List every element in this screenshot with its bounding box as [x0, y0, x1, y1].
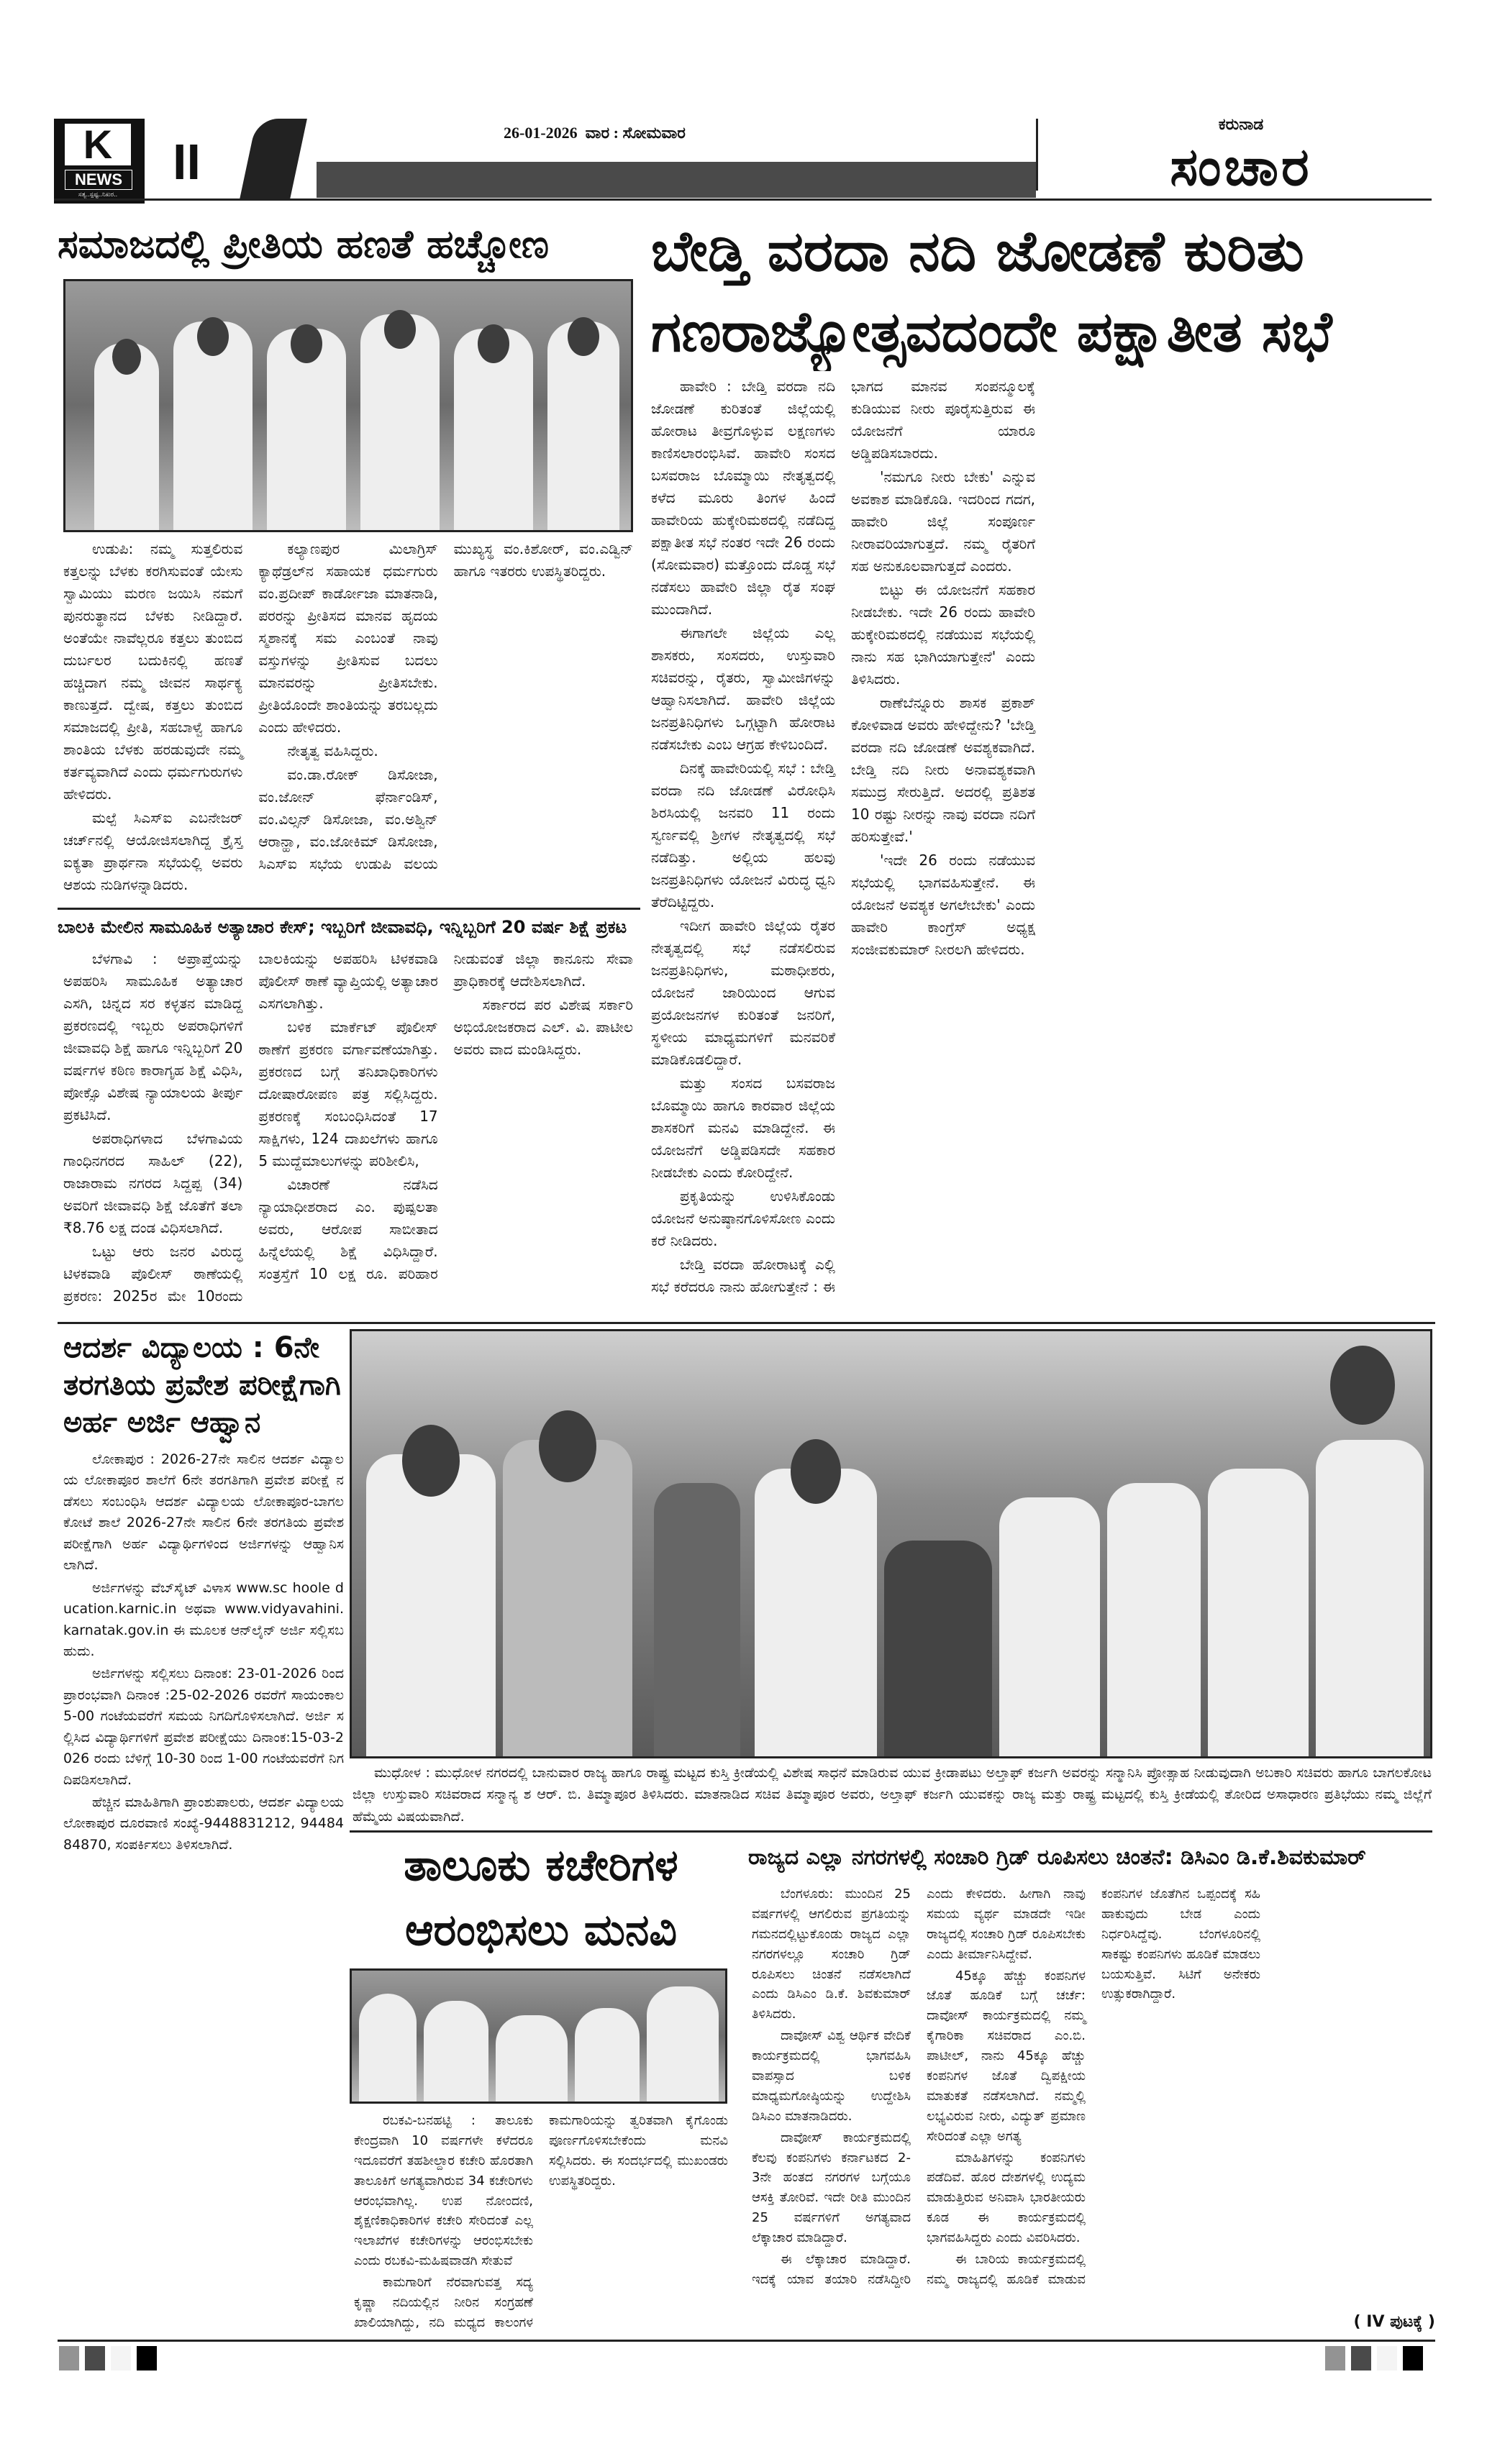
logo-letter: K — [65, 124, 131, 165]
headline-bedti-line1: ಬೇಡ್ತಿ ವರದಾ ನದಿ ಜೋಡಣೆ ಕುರಿತು — [651, 219, 1304, 284]
article-body-bedti — [651, 375, 1435, 1315]
k-news-logo — [54, 119, 145, 204]
paragraph: ವಂ.ಡಾ.ರೋಕ್ ಡಿಸೋಜಾ, ವಂ.ಜೋನ್ ಫೆರ್ನಾಂಡಿಸ್, ವಂ.ವಿಲ್ಸನ್ ಡಿಸೋಜಾ, ವಂ.ಅಶ್ವಿನ್ ಆರಾನ್ಹಾ, ವಂ.ಜೋಕಿಮ್ ಡಿಸೋಜಾ, ಸಿಎಸ್‌ಐ ಸಭೆಯ ಉಡುಪಿ ವಲಯ ಮುಖ್ಯಸ್ಥ ವಂ.ಕಿಶೋರ್, ವಂ.ಎಡ್ವಿನ್ ಹಾಗೂ ಇತರರು ಉಪಸ್ಥಿತರಿದ್ದರು. — [258, 540, 633, 872]
paragraph: ರಾಣೆಬೆನ್ನೂರು ಶಾಸಕ ಪ್ರಕಾಶ್ ಕೋಳಿವಾಡ ಅವರು ಹೇಳಿದ್ದೇನು? 'ಬೇಡ್ತಿ ವರದಾ ನದಿ ಜೋಡಣೆ ಅವಶ್ಯಕವಾಗಿದೆ. ಬೇಡ್ತಿ ನದಿ ನೀರು ಅನಾವಶ್ಯಕವಾಗಿ ಸಮುದ್ರ ಸೇರುತ್ತಿದೆ. ಅದರಲ್ಲಿ ಪ್ರತಿಶತ 10 ರಷ್ಟು ನೀರನ್ನು ನಾವು ವರದಾ ನದಿಗೆ ಹರಿಸುತ್ತೇವೆ.' — [851, 694, 1035, 845]
paragraph: ದಾವೋಸ್ ಕಾರ್ಯಕ್ರಮದಲ್ಲಿ ಕೆಲವು ಕಂಪನಿಗಳು ಕರ್ನಾಟಕದ 2-3ನೇ ಹಂತದ ನಗರಗಳ ಬಗ್ಗೆಯೂ ಆಸಕ್ತಿ ತೋರಿವೆ. ಇದೇ ರೀತಿ ಮುಂದಿನ 25 ವರ್ಷಗಳಿಗೆ ಅಗತ್ಯವಾದ ಲೆಕ್ಕಾಚಾರ ಮಾಡಿದ್ದಾರೆ. — [752, 2130, 911, 2246]
logo-word: NEWS — [65, 170, 132, 190]
paragraph: ನೇತೃತ್ವ ವಹಿಸಿದ್ದರು. — [287, 742, 378, 759]
paragraph: ರಬಕವಿ-ಬನಹಟ್ಟಿ : ತಾಲೂಕು ಕೇಂದ್ರವಾಗಿ 10 ವರ್ಷಗಳೇ ಕಳೆದರೂ ಇದೂವರೆಗೆ ತಹಶೀಲ್ದಾರ ಕಚೇರಿ ಹೊರತಾಗಿ ತಾಲೂಕಿಗೆ ಅಗತ್ಯವಾಗಿರುವ 34 ಕಚೇರಿಗಳು ಆರಂಭವಾಗಿಲ್ಲ. ಉಪ ನೋಂದಣಿ, ಶೈಕ್ಷಣಿಕಾಧಿಕಾರಿಗಳ ಕಚೇರಿ ಸೇರಿದಂತೆ ಎಲ್ಲ ಇಲಾಖೆಗಳ ಕಚೇರಿಗಳನ್ನು ಆರಂಭಿಸಬೇಕು ಎಂದು ರಬಕವಿ-ಮಹಿಷವಾಡಗಿ ಸೇತುವೆ — [354, 2113, 533, 2269]
paragraph: ವಿಚಾರಣೆ ನಡೆಸಿದ ನ್ಯಾಯಾಧೀಶರಾದ ಎಂ. ಪುಷ್ಪಲತಾ ಅವರು, ಆರೋಪ ಸಾಬೀತಾದ ಹಿನ್ನೆಲೆಯಲ್ಲಿ ಶಿಕ್ಷೆ ವಿಧಿಸಿದ್ದಾರೆ. ಸಂತ್ರಸ್ತೆಗೆ 10 ಲಕ್ಷ ರೂ. ಪರಿಹಾರ ನೀಡುವಂತೆ ಜಿಲ್ಲಾ ಕಾನೂನು ಸೇವಾ ಪ್ರಾಧಿಕಾರಕ್ಕೆ ಆದೇಶಿಸಲಾಗಿದೆ. — [258, 950, 633, 1282]
divider — [350, 1830, 1432, 1833]
paragraph: 'ನಮಗೂ ನೀರು ಬೇಕು' ಎನ್ನುವ ಅವಕಾಶ ಮಾಡಿಕೊಡಿ. ಇದರಿಂದ ಗದಗ, ಹಾವೇರಿ ಜಿಲ್ಲೆ ಸಂಪೂರ್ಣ ನೀರಾವರಿಯಾಗುತ್ತದೆ. ನಮ್ಮ ರೈತರಿಗೆ ಸಹ ಅನುಕೂಲವಾಗುತ್ತದೆ ಎಂದರು. — [851, 468, 1035, 575]
paragraph: ಲೋಕಾಪುರ : 2026-27ನೇ ಸಾಲಿನ ಆದರ್ಶ ವಿದ್ಯಾಲಯ ಲೋಕಾಪೂರ ಶಾಲೆಗೆ 6ನೇ ತರಗತಿಗಾಗಿ ಪ್ರವೇಶ ಪರೀಕ್ಷೆ ನಡೆಸಲು ಸಂಬಂಧಿಸಿ ಆದರ್ಶ ವಿದ್ಯಾಲಯ ಲೋಕಾಪೂರ-ಬಾಗಲಕೋಟೆ ಶಾಲೆ 2026-27ನೇ ಸಾಲಿನ 6ನೇ ತರಗತಿಯ ಪ್ರವೇಶ ಪರೀಕ್ಷೆಗಾಗಿ ಅರ್ಹ ವಿದ್ಯಾರ್ಥಿಗಳಿಂದ ಅರ್ಜಿಗಳನ್ನು ಆಹ್ವಾನಿಸಲಾಗಿದೆ. — [63, 1451, 344, 1574]
headline-adarsha: ಆದರ್ಶ ವಿದ್ಯಾಲಯ : 6ನೇ ತರಗತಿಯ ಪ್ರವೇಶ ಪರೀಕ್ಷೆಗಾಗಿ ಅರ್ಹ ಅರ್ಜಿ ಆಹ್ವಾನ — [63, 1331, 341, 1439]
photo-wrestler-felicitation — [350, 1329, 1432, 1758]
masthead-title: ಸಂಚಾರ — [1170, 138, 1312, 197]
article-body-grid — [752, 1884, 1435, 2305]
paragraph: ಈಗಾಗಲೇ ಜಿಲ್ಲೆಯ ಎಲ್ಲ ಶಾಸಕರು, ಸಂಸದರು, ಉಸ್ತುವಾರಿ ಸಚಿವರನ್ನು, ರೈತರು, ಸ್ವಾಮೀಜಿಗಳನ್ನು ಆಹ್ವಾನಿಸಲಾಗಿದೆ. ಹಾವೇರಿ ಜಿಲ್ಲೆಯ ಜನಪ್ರತಿನಿಧಿಗಳು ಒಗ್ಗಟ್ಟಾಗಿ ಹೋರಾಟ ನಡೆಸಬೇಕು ಎಂಬ ಆಗ್ರಹ ಕೇಳಿಬಂದಿದೆ. — [651, 624, 835, 753]
headline-taluk-line1: ತಾಲೂಕು ಕಚೇರಿಗಳ — [404, 1840, 678, 1891]
paragraph: ಸರ್ಕಾರದ ಪರ ವಿಶೇಷ ಸರ್ಕಾರಿ ಅಭಿಯೋಜಕರಾದ ಎಲ್. ವಿ. ಪಾಟೀಲ ಅವರು ವಾದ ಮಂಡಿಸಿದ್ದರು. — [453, 996, 633, 1058]
paragraph: ಅರ್ಜಿಗಳನ್ನು ಸಲ್ಲಿಸಲು ದಿನಾಂಕ: 23-01-2026 ರಿಂದ ಪ್ರಾರಂಭವಾಗಿ ದಿನಾಂಕ :25-02-2026 ರವರೆಗೆ ಸಾಯಂಕಾಲ 5-00 ಗಂಟೆಯವರೆಗೆ ಸಮಯ ನಿಗದಿಗೊಳಿಸಲಾಗಿದೆ. ಅರ್ಜಿ ಸಲ್ಲಿಸಿದ ವಿದ್ಯಾರ್ಥಿಗಳಿಗೆ ಪ್ರವೇಶ ಪರೀಕ್ಷೆಯು ದಿನಾಂಕ:15-03-2026 ರಂದು ಬೆಳಿಗ್ಗೆ 10-30 ರಿಂದ 1-00 ಗಂಟೆಯವರೆಗೆ ನಿಗದಿಪಡಿಸಲಾಗಿದೆ. — [63, 1666, 344, 1788]
paragraph: ಉಡುಪಿ: ನಮ್ಮ ಸುತ್ತಲಿರುವ ಕತ್ತಲನ್ನು ಬೆಳಕು ಕರಗಿಸುವಂತೆ ಯೇಸು ಸ್ವಾಮಿಯು ಮರಣ ಜಯಿಸಿ ನಮಗೆ ಪುನರುತ್ಥಾನದ ಬೆಳಕು ನೀಡಿದ್ದಾರೆ. ಅಂತೆಯೇ ನಾವೆಲ್ಲರೂ ಕತ್ತಲು ತುಂಬಿದ ದುರ್ಬಲರ ಬದುಕಿನಲ್ಲಿ ಹಣತೆ ಹಚ್ಚಿದಾಗ ನಮ್ಮ ಜೀವನ ಸಾರ್ಥಕ್ಯ ಕಾಣುತ್ತದೆ. ದ್ವೇಷ, ಕತ್ತಲು ತುಂಬಿದ ಸಮಾಜದಲ್ಲಿ ಪ್ರೀತಿ, ಸಹಬಾಳ್ವೆ ಹಾಗೂ ಶಾಂತಿಯ ಬೆಳಕು ಹರಡುವುದೇ ನಮ್ಮ ಕರ್ತವ್ಯವಾಗಿದೆ ಎಂದು ಧರ್ಮಗುರುಗಳು ಹೇಳಿದರು. — [63, 540, 243, 803]
paragraph: ದಿನಕ್ಕೆ ಹಾವೇರಿಯಲ್ಲಿ ಸಭೆ : ಬೇಡ್ತಿ ವರದಾ ನದಿ ಜೋಡಣೆ ವಿರೋಧಿಸಿ ಶಿರಸಿಯಲ್ಲಿ ಜನವರಿ 11 ರಂದು ಸ್ವರ್ಣವಲ್ಲಿ ಶ್ರೀಗಳ ನೇತೃತ್ವದಲ್ಲಿ ಸಭೆ ನಡೆದಿತ್ತು. ಅಲ್ಲಿಯ ಹಲವು ಜನಪ್ರತಿನಿಧಿಗಳು ಯೋಜನೆ ವಿರುದ್ಧ ಧ್ವನಿ ತೆರೆದಿಟ್ಟಿದ್ದರು. — [651, 759, 835, 911]
color-swatch — [137, 2346, 157, 2371]
photo-caption-mudhol: ಮುಧೋಳ : ಮುಧೋಳ ನಗರದಲ್ಲಿ ಬಾನುವಾರ ರಾಜ್ಯ ಹಾಗೂ ರಾಷ್ಟ್ರ ಮಟ್ಟದ ಕುಸ್ತಿ ಕ್ರೀಡೆಯಲ್ಲಿ ವಿಶೇಷ ಸಾಧನೆ ಮಾಡಿರುವ ಯುವ ಕ್ರೀಡಾಪಟು ಅಲ್ತಾಫ್ ಕರ್ಜಗಿ ಅವರನ್ನು ಸನ್ಮಾನಿಸಿ ಪ್ರೋತ್ಸಾಹ ನೀಡುವುದಾಗಿ ಅಬಕಾರಿ ಸಚಿವರು ಹಾಗೂ ಬಾಗಲಕೋಟ ಜಿಲ್ಲಾ ಉಸ್ತುವಾರಿ ಸಚಿವರಾದ ಸನ್ಮಾನ್ಯ ಶ ಆರ್. ಬಿ. ತಿಮ್ಮಾಪೂರ ತಿಳಿಸಿದರು. ಮಾತನಾಡಿದ ಸಚಿವ ತಿಮ್ಮಾಪೂರ ಅವರು, ಅಲ್ತಾಫ್ ಕರ್ಜಗಿ ಯುವಕನ್ನು ರಾಜ್ಯ ಮತ್ತು ರಾಷ್ಟ್ರ ಮಟ್ಟದಲ್ಲಿ ಕುಸ್ತಿ ಕ್ರೀಡೆಯಲ್ಲಿ ತೋರಿದ ಅಸಾಧಾರಣ ಪ್ರತಿಭೆಯು ನಮ್ಮ ಜಿಲ್ಲೆಗೆ ಹೆಮ್ಮೆಯ ವಿಷಯವಾಗಿದೆ. — [353, 1765, 1432, 1825]
paragraph: ಒಟ್ಟು ಆರು ಜನರ ವಿರುದ್ಧ ಟಿಳಕವಾಡಿ ಪೊಲೀಸ್ ಠಾಣೆಯಲ್ಲಿ ಪ್ರಕರಣ: 2025ರ ಮೇ 10ರಂದು ಬಾಲಕಿಯನ್ನು ಅಪಹರಿಸಿ ಟಿಳಕವಾಡಿ ಪೊಲೀಸ್ ಠಾಣೆ ವ್ಯಾಪ್ತಿಯಲ್ಲಿ ಅತ್ಯಾಚಾರ ಎಸಗಲಾಗಿತ್ತು. — [63, 950, 438, 1305]
paragraph: ಮಾಹಿತಿಗಳನ್ನು ಕಂಪನಿಗಳು ಪಡೆದಿವೆ. ಹೊರ ದೇಶಗಳಲ್ಲಿ ಉದ್ಯಮ ಮಾಡುತ್ತಿರುವ ಅನಿವಾಸಿ ಭಾರತೀಯರು ಕೂಡ ಈ ಕಾರ್ಯಕ್ರಮದಲ್ಲಿ ಭಾಗವಹಿಸಿದ್ದರು ಎಂದು ವಿವರಿಸಿದರು. — [927, 2150, 1086, 2246]
decorative-swoosh — [240, 119, 307, 199]
headline-grid: ರಾಜ್ಯದ ಎಲ್ಲಾ ನಗರಗಳಲ್ಲಿ ಸಂಚಾರಿ ಗ್ರಿಡ್ ರೂಪಿಸಲು ಚಿಂತನೆ: ಡಿಸಿಎಂ ಡಿ.ಕೆ.ಶಿವಕುಮಾರ್ — [748, 1845, 1366, 1870]
paragraph: ಹೆಚ್ಚಿನ ಮಾಹಿತಿಗಾಗಿ ಪ್ರಾಂಶುಪಾಲರು, ಆದರ್ಶ ವಿದ್ಯಾಲಯ ಲೋಕಾಪುರ ದೂರವಾಣಿ ಸಂಖ್ಯೆ-9448831212, 9448484870, ಸಂಪರ್ಕಿಸಲು ತಿಳಿಸಲಾಗಿದೆ. — [63, 1794, 344, 1853]
masthead-rule — [54, 199, 1432, 201]
photo-prayer-meeting — [63, 279, 633, 532]
paragraph: ಕಲ್ಯಾಣಪುರ ಮಿಲಾಗ್ರಿಸ್ ಕ್ಯಾಥೆಡ್ರಲ್‌ನ ಸಹಾಯಕ ಧರ್ಮಗುರು ವಂ.ಪ್ರದೀಪ್ ಕಾರ್ಡೋಜಾ ಮಾತನಾಡಿ, ಪರರನ್ನು ಪ್ರೀತಿಸದ ಮಾನವ ಹೃದಯ ಸ್ಮಶಾನಕ್ಕೆ ಸಮ ಎಂಬಂತೆ ನಾವು ವಸ್ತುಗಳನ್ನು ಪ್ರೀತಿಸುವ ಬದಲು ಮಾನವರನ್ನು ಪ್ರೀತಿಸಬೇಕು. ಪ್ರೀತಿಯೊಂದೇ ಶಾಂತಿಯನ್ನು ತರಬಲ್ಲದು ಎಂದು ಹೇಳಿದರು. — [258, 540, 438, 736]
headline-bedti-line2: ಗಣರಾಜ್ಯೋತ್ಸವದಂದೇ ಪಕ್ಷಾತೀತ ಸಭೆ — [651, 300, 1332, 365]
color-swatch — [1403, 2346, 1423, 2371]
divider — [58, 908, 640, 910]
article-body-adarsha — [63, 1449, 344, 2334]
paragraph: ದಾವೋಸ್ ವಿಶ್ವ ಆರ್ಥಿಕ ವೇದಿಕೆ ಕಾರ್ಯಕ್ರಮದಲ್ಲಿ ಭಾಗವಹಿಸಿ ವಾಪಸ್ಸಾದ ಬಳಿಕ ಮಾಧ್ಯಮಗೋಷ್ಠಿಯನ್ನು ಉದ್ದೇಶಿಸಿ ಡಿಸಿಎಂ ಮಾತನಾಡಿದರು. — [752, 2028, 911, 2124]
weekday: ವಾರ : ಸೋಮವಾರ — [585, 124, 686, 142]
headline-belagavi: ಬಾಲಕಿ ಮೇಲಿನ ಸಾಮೂಹಿಕ ಅತ್ಯಾಚಾರ ಕೇಸ್; ಇಬ್ಬರಿಗೆ ಜೀವಾವಧಿ, ಇನ್ನಿಬ್ಬರಿಗೆ 20 ವರ್ಷ ಶಿಕ್ಷೆ ಪ್ರಕಟ — [58, 917, 627, 937]
paragraph: ಅಪರಾಧಿಗಳಾದ ಬೆಳಗಾವಿಯ ಗಾಂಧಿನಗರದ ಸಾಹಿಲ್ (22), ರಾಜಾರಾಮ ನಗರದ ಸಿದ್ದಪ್ಪ (34) ಅವರಿಗೆ ಜೀವಾವಧಿ ಶಿಕ್ಷೆ ಜೊತೆಗೆ ತಲಾ ₹8.76 ಲಕ್ಷ ದಂಡ ವಿಧಿಸಲಾಗಿದೆ. — [63, 1130, 243, 1236]
color-swatch — [1351, 2346, 1371, 2371]
page-number: II — [173, 134, 201, 190]
divider — [58, 1322, 1435, 1324]
color-swatch — [59, 2346, 79, 2371]
header-band — [317, 162, 1036, 198]
paragraph: ಬೆಂಗಳೂರು: ಮುಂದಿನ 25 ವರ್ಷಗಳಲ್ಲಿ ಆಗಲಿರುವ ಪ್ರಗತಿಯನ್ನು ಗಮನದಲ್ಲಿಟ್ಟುಕೊಂಡು ರಾಜ್ಯದ ಎಲ್ಲಾ ನಗರಗಳಲ್ಲೂ ಸಂಚಾರಿ ಗ್ರಿಡ್ ರೂಪಿಸಲು ಚಿಂತನೆ ನಡೆಸಲಾಗಿದೆ ಎಂದು ಡಿಸಿಎಂ ಡಿ.ಕೆ. ಶಿವಕುಮಾರ್ ತಿಳಿಸಿದರು. — [752, 1886, 911, 2022]
paragraph: ಹಾವೇರಿ : ಬೇಡ್ತಿ ವರದಾ ನದಿ ಜೋಡಣೆ ಕುರಿತಂತೆ ಜಿಲ್ಲೆಯಲ್ಲಿ ಹೋರಾಟ ತೀವ್ರಗೊಳ್ಳುವ ಲಕ್ಷಣಗಳು ಕಾಣಿಸಲಾರಂಭಿಸಿವೆ. ಹಾವೇರಿ ಸಂಸದ ಬಸವರಾಜ ಬೊಮ್ಮಾಯಿ ನೇತೃತ್ವದಲ್ಲಿ ಕಳೆದ ಮೂರು ತಿಂಗಳ ಹಿಂದೆ ಹಾವೇರಿಯ ಹುಕ್ಕೇರಿಮಠದಲ್ಲಿ ನಡೆದಿದ್ದ ಪಕ್ಷಾತೀತ ಸಭೆ ನಂತರ ಇದೇ 26 ರಂದು (ಸೋಮವಾರ) ಮತ್ತೊಂದು ದೊಡ್ಡ ಸಭೆ ನಡೆಸಲು ಹಾವೇರಿ ಜಿಲ್ಲಾ ರೈತ ಸಂಘ ಮುಂದಾಗಿದೆ. — [651, 378, 835, 618]
color-swatch — [1325, 2346, 1345, 2371]
paragraph: 45ಕ್ಕೂ ಹೆಚ್ಚು ಕಂಪನಿಗಳ ಜೊತೆ ಹೂಡಿಕೆ ಬಗ್ಗೆ ಚರ್ಚೆ: ದಾವೋಸ್ ಕಾರ್ಯಕ್ರಮದಲ್ಲಿ ನಮ್ಮ ಕೈಗಾರಿಕಾ ಸಚಿವರಾದ ಎಂ.ಬಿ. ಪಾಟೀಲ್, ನಾನು 45ಕ್ಕೂ ಹೆಚ್ಚು ಕಂಪನಿಗಳ ಜೊತೆ ದ್ವಿಪಕ್ಷೀಯ ಮಾತುಕತೆ ನಡೆಸಲಾಗಿದೆ. ನಮ್ಮಲ್ಲಿ ಲಭ್ಯವಿರುವ ನೀರು, ವಿದ್ಯುತ್ ಪ್ರಮಾಣ ಸೇರಿದಂತೆ ಎಲ್ಲಾ ಅಗತ್ಯ — [927, 1968, 1086, 2144]
color-swatch — [85, 2346, 105, 2371]
color-swatch — [1377, 2346, 1397, 2371]
paragraph: ಇದೀಗ ಹಾವೇರಿ ಜಿಲ್ಲೆಯ ರೈತರ ನೇತೃತ್ವದಲ್ಲಿ ಸಭೆ ನಡೆಸಲಿರುವ ಜನಪ್ರತಿನಿಧಿಗಳು, ಮಠಾಧೀಶರು, ಯೋಜನೆ ಜಾರಿಯಿಂದ ಆಗುವ ಪ್ರಯೋಜನಗಳ ಕುರಿತಂತೆ ಜನರಿಗೆ, ಸ್ಥಳೀಯ ಮಾಧ್ಯಮಗಳಿಗೆ ಮನವರಿಕೆ ಮಾಡಿಕೊಡಲಿದ್ದಾರೆ. — [651, 917, 835, 1068]
masthead-prefix: ಕರುನಾಡ — [1218, 116, 1264, 134]
continued-on-page: ( IV ಪುಟಕ್ಕೆ ) — [1353, 2313, 1435, 2331]
paragraph: ಬಳಿಕ ಮಾರ್ಕೆಟ್ ಪೊಲೀಸ್ ಠಾಣೆಗೆ ಪ್ರಕರಣ ವರ್ಗಾವಣೆಯಾಗಿತ್ತು. ಪ್ರಕರಣದ ಬಗ್ಗೆ ತನಿಖಾಧಿಕಾರಿಗಳು ದೋಷಾರೋಪಣ ಪತ್ರ ಸಲ್ಲಿಸಿದ್ದರು. ಪ್ರಕರಣಕ್ಕೆ ಸಂಬಂಧಿಸಿದಂತೆ 17 ಸಾಕ್ಷಿಗಳು, 124 ದಾಖಲೆಗಳು ಹಾಗೂ 5 ಮುದ್ದೆಮಾಲುಗಳನ್ನು ಪರಿಶೀಲಿಸಿ, — [258, 1018, 438, 1169]
paragraph: ಬಿಟ್ಟು ಈ ಯೋಜನೆಗೆ ಸಹಕಾರ ನೀಡಬೇಕು. ಇದೇ 26 ರಂದು ಹಾವೇರಿ ಹುಕ್ಕೇರಿಮಠದಲ್ಲಿ ನಡೆಯುವ ಸಭೆಯಲ್ಲಿ ನಾನು ಸಹ ಭಾಗಿಯಾಗುತ್ತೇನೆ' ಎಂದು ತಿಳಿಸಿದರು. — [851, 581, 1035, 688]
headline-udupi: ಸಮಾಜದಲ್ಲಿ ಪ್ರೀತಿಯ ಹಣತೆ ಹಚ್ಚೋಣ — [58, 222, 550, 267]
paragraph: ಕಾಮಗಾರಿಗೆ ನೆರವಾಗುವತ್ತ ಸದ್ಯ ಕೃಷ್ಣಾ ನದಿಯಲ್ಲಿನ ನೀರಿನ ಸಂಗ್ರಹಣೆ ಖಾಲಿಯಾಗಿದ್ದು, ನದಿ ಮಧ್ಯದ ಕಾಲಂಗಳ ಕಾಮಗಾರಿಯನ್ನು ತ್ವರಿತವಾಗಿ ಕೈಗೊಂಡು ಪೂರ್ಣಗೊಳಿಸಬೇಕೆಂದು ಮನವಿ ಸಲ್ಲಿಸಿದರು. ಈ ಸಂದರ್ಭದಲ್ಲಿ ಮುಖಂಡರು ಉಪಸ್ಥಿತರಿದ್ದರು. — [354, 2113, 728, 2330]
paragraph: ಈ ಬಾರಿಯ ಕಾರ್ಯಕ್ರಮದಲ್ಲಿ ನಮ್ಮ ರಾಜ್ಯದಲ್ಲಿ ಹೂಡಿಕೆ ಮಾಡುವ ಕಂಪನಿಗಳ ಜೊತೆಗಿನ ಒಪ್ಪಂದಕ್ಕೆ ಸಹಿ ಹಾಕುವುದು ಬೇಡ ಎಂದು ನಿರ್ಧರಿಸಿದ್ದೆವು. ಬೆಂಗಳೂರಿನಲ್ಲಿ ಸಾಕಷ್ಟು ಕಂಪನಿಗಳು ಹೂಡಿಕೆ ಮಾಡಲು ಬಯಸುತ್ತಿವೆ. ಸಿಟಿಗೆ ಅನೇಕರು ಉತ್ಸುಕರಾಗಿದ್ದಾರೆ. — [927, 1886, 1260, 2287]
footer-rule — [58, 2340, 1435, 2342]
paragraph: ಬೇಡ್ತಿ ವರದಾ ಹೋರಾಟಕ್ಕೆ ಎಲ್ಲಿ ಸಭೆ ಕರೆದರೂ ನಾನು ಹೋಗುತ್ತೇನೆ : ಈ ಭಾಗದ ಮಾನವ ಸಂಪನ್ಮೂಲಕ್ಕೆ ಕುಡಿಯುವ ನೀರು ಪೂರೈಸುತ್ತಿರುವ ಈ ಯೋಜನೆಗೆ ಯಾರೂ ಅಡ್ಡಿಪಡಿಸಬಾರದು. — [651, 378, 1035, 1295]
paragraph: ಮಲ್ಪೆ ಸಿಎಸ್‌ಐ ಎಬನೇಜರ್ ಚರ್ಚ್‌ನಲ್ಲಿ ಆಯೋಜಿಸಲಾಗಿದ್ದ ಕ್ರೈಸ್ತ ಐಕ್ಯತಾ ಪ್ರಾರ್ಥನಾ ಸಭೆಯಲ್ಲಿ ಅವರು ಆಶಯ ನುಡಿಗಳನ್ನಾಡಿದರು. — [63, 809, 243, 893]
paragraph: ಅರ್ಜಿಗಳನ್ನು ವೆಬ್‌ಸೈಟ್ ವಿಳಾಸ www.sc hoole ducation.karnic.in ಅಥವಾ www.vidyavahini.karnatak.gov.in ಈ ಮೂಲಕ ಆನ್‌ಲೈನ್ ಅರ್ಜಿ ಸಲ್ಲಿಸಬಹುದು. — [63, 1579, 344, 1659]
article-body-udupi — [63, 538, 633, 903]
photo-memorandum — [350, 1968, 727, 2104]
article-body-taluk — [354, 2111, 728, 2335]
issue-date — [504, 122, 1022, 151]
date: 26-01-2026 — [504, 124, 578, 142]
divider — [1036, 119, 1038, 191]
paragraph: 'ಇದೇ 26 ರಂದು ನಡೆಯುವ ಸಭೆಯಲ್ಲಿ ಭಾಗವಹಿಸುತ್ತೇನೆ. ಈ ಯೋಜನೆ ಅವಶ್ಯಕ ಅಗಲೇಬೇಕು' ಎಂದು ಹಾವೇರಿ ಕಾಂಗ್ರೆಸ್ ಅಧ್ಯಕ್ಷ ಸಂಜೀವಕುಮಾರ್ ನೀರಲಗಿ ಹೇಳಿದರು. — [851, 852, 1035, 958]
logo-tagline: ಸತ್ಯ..ಸ್ಪಷ್ಟ..ನಿಖರ.. — [78, 191, 118, 198]
paragraph: ಪ್ರಕೃತಿಯನ್ನು ಉಳಿಸಿಕೊಂಡು ಯೋಜನೆ ಅನುಷ್ಠಾನಗೊಳಿಸೋಣ ಎಂದು ಕರೆ ನೀಡಿದರು. — [651, 1187, 835, 1249]
article-body-belagavi — [63, 948, 633, 1313]
paragraph: ಮತ್ತು ಸಂಸದ ಬಸವರಾಜ ಬೊಮ್ಮಾಯಿ ಹಾಗೂ ಕಾರವಾರ ಜಿಲ್ಲೆಯ ಶಾಸಕರಿಗೆ ಮನವಿ ಮಾಡಿದ್ದೇನೆ. ಈ ಯೋಜನೆಗೆ ಅಡ್ಡಿಪಡಿಸದೇ ಸಹಕಾರ ನೀಡಬೇಕು ಎಂದು ಕೋರಿದ್ದೇನೆ. — [651, 1074, 835, 1181]
paragraph: ಈ ಲೆಕ್ಕಾಚಾರ ಮಾಡಿದ್ದಾರೆ. ಇದಕ್ಕೆ ಯಾವ ತಯಾರಿ ನಡೆಸಿದ್ದೀರಿ ಎಂದು ಕೇಳಿದರು. ಹೀಗಾಗಿ ನಾವು ಸಮಯ ವ್ಯರ್ಥ ಮಾಡದೇ ಇಡೀ ರಾಜ್ಯದಲ್ಲಿ ಸಂಚಾರಿ ಗ್ರಿಡ್ ರೂಪಿಸಬೇಕು ಎಂದು ತೀರ್ಮಾನಿಸಿದ್ದೇವೆ. — [752, 1886, 1086, 2287]
paragraph: ಬೆಳಗಾವಿ : ಅಪ್ರಾಪ್ತೆಯನ್ನು ಅಪಹರಿಸಿ ಸಾಮೂಹಿಕ ಅತ್ಯಾಚಾರ ಎಸಗಿ, ಚಿನ್ನದ ಸರ ಕಳ್ಳತನ ಮಾಡಿದ್ದ ಪ್ರಕರಣದಲ್ಲಿ ಇಬ್ಬರು ಅಪರಾಧಿಗಳಿಗೆ ಜೀವಾವಧಿ ಶಿಕ್ಷೆ ಹಾಗೂ ಇನ್ನಿಬ್ಬರಿಗೆ 20 ವರ್ಷಗಳ ಕಠಿಣ ಕಾರಾಗೃಹ ಶಿಕ್ಷೆ ವಿಧಿಸಿ, ಪೋಕ್ಸೊ ವಿಶೇಷ ನ್ಯಾಯಾಲಯ ತೀರ್ಪು ಪ್ರಕಟಿಸಿದೆ. — [63, 950, 243, 1123]
headline-taluk-line2: ಆರಂಭಿಸಲು ಮನವಿ — [404, 1905, 678, 1956]
color-swatch — [111, 2346, 131, 2371]
